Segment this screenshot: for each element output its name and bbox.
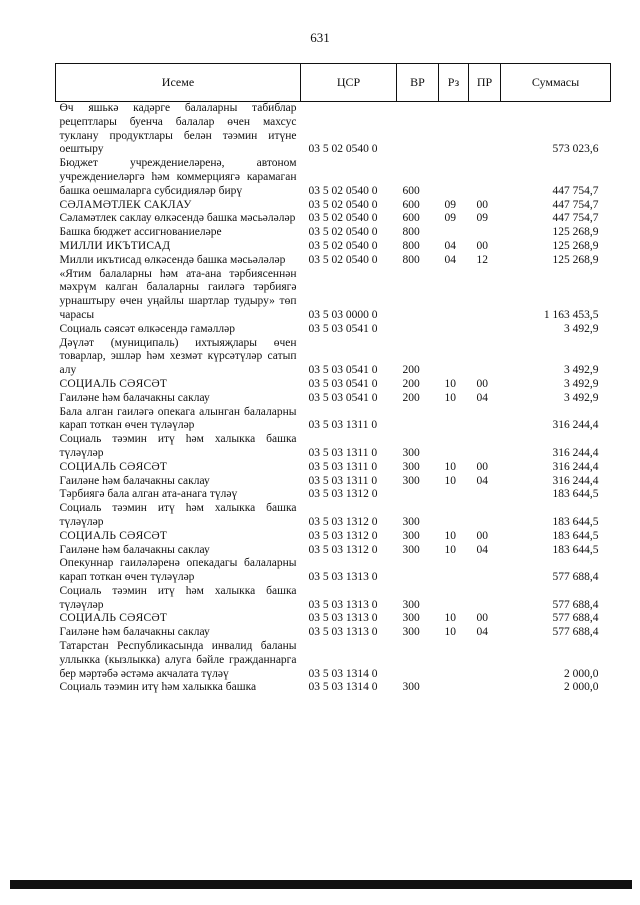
cell-pr bbox=[469, 488, 501, 502]
header-pr: ПР bbox=[469, 64, 501, 102]
cell-name: Социаль тәэмин итү һәм халыкка башка түләүләр bbox=[59, 433, 297, 459]
cell-sum: 316 244,4 bbox=[552, 474, 599, 487]
budget-table bbox=[55, 63, 611, 695]
table-row bbox=[56, 433, 611, 461]
table-row bbox=[56, 502, 611, 530]
cell-rz: 10 bbox=[444, 377, 456, 390]
table-row bbox=[56, 626, 611, 640]
cell-pr bbox=[469, 640, 501, 681]
cell-rz: 10 bbox=[444, 626, 456, 639]
cell-pr bbox=[469, 323, 501, 337]
header-csr: ЦСР bbox=[301, 64, 397, 102]
cell-rz: 10 bbox=[444, 529, 456, 542]
table-row bbox=[56, 585, 611, 613]
table-row bbox=[56, 240, 611, 254]
cell-sum: 316 244,4 bbox=[552, 460, 599, 473]
cell-pr bbox=[469, 337, 501, 378]
cell-csr: 03 5 03 0541 0 bbox=[308, 322, 378, 335]
cell-rz bbox=[439, 488, 469, 502]
cell-name: Гаиләне һәм балачакны саклау bbox=[59, 474, 210, 487]
cell-rz bbox=[439, 337, 469, 378]
cell-rz: 10 bbox=[444, 460, 456, 473]
table-row bbox=[56, 544, 611, 558]
cell-sum: 183 644,5 bbox=[552, 515, 599, 528]
cell-rz bbox=[439, 102, 469, 158]
cell-rz bbox=[439, 681, 469, 695]
table-row bbox=[56, 392, 611, 406]
table-row bbox=[56, 461, 611, 475]
cell-csr: 03 5 03 1313 0 bbox=[308, 571, 378, 584]
table-row bbox=[56, 681, 611, 695]
cell-pr: 04 bbox=[476, 474, 488, 487]
cell-vr bbox=[397, 323, 439, 337]
table-body bbox=[56, 102, 611, 696]
header-vr: ВР bbox=[397, 64, 439, 102]
cell-vr bbox=[397, 557, 439, 585]
table-row bbox=[56, 323, 611, 337]
header-rz: Рз bbox=[439, 64, 469, 102]
page-number: 631 bbox=[310, 30, 330, 45]
table-row bbox=[56, 102, 611, 158]
cell-csr: 03 5 02 0540 0 bbox=[308, 143, 378, 156]
cell-rz bbox=[439, 502, 469, 530]
header-sum: Суммасы bbox=[501, 64, 611, 102]
table-row bbox=[56, 378, 611, 392]
cell-rz: 10 bbox=[444, 391, 456, 404]
cell-pr: 09 bbox=[476, 212, 488, 225]
cell-pr: 00 bbox=[476, 460, 488, 473]
cell-sum: 316 244,4 bbox=[552, 446, 599, 459]
cell-sum: 316 244,4 bbox=[552, 419, 599, 432]
cell-vr: 300 bbox=[402, 598, 420, 611]
cell-pr bbox=[469, 681, 501, 695]
cell-sum: 447 754,7 bbox=[552, 184, 599, 197]
header-name: Исеме bbox=[56, 64, 301, 102]
cell-vr bbox=[397, 488, 439, 502]
cell-sum: 1 163 453,5 bbox=[543, 308, 599, 321]
cell-pr: 04 bbox=[476, 543, 488, 556]
cell-sum: 2 000,0 bbox=[564, 681, 599, 694]
cell-name: Тәрбиягә бала алган ата-анага түләү bbox=[59, 488, 238, 501]
cell-pr: 04 bbox=[476, 626, 488, 639]
cell-csr: 03 5 03 1313 0 bbox=[308, 598, 378, 611]
cell-name: Социаль сәясәт өлкәсендә гамәлләр bbox=[59, 322, 235, 335]
cell-pr: 04 bbox=[476, 391, 488, 404]
cell-csr: 03 5 03 1312 0 bbox=[308, 529, 378, 542]
cell-sum: 577 688,4 bbox=[552, 571, 599, 584]
cell-rz: 04 bbox=[444, 239, 456, 252]
cell-name: «Ятим балаларны һәм ата-ана тәрбиясеннән мәхрүм калган балаларны гаиләгә тәрбиягә урнаштыру өчен уңайлы шартлар тудыру» төп чарасы bbox=[59, 267, 297, 321]
cell-vr: 200 bbox=[402, 364, 420, 377]
cell-name: Гаиләне һәм балачакны саклау bbox=[59, 543, 210, 556]
table-row bbox=[56, 406, 611, 434]
cell-sum: 3 492,9 bbox=[564, 322, 599, 335]
cell-name: Социаль тәэмин итү һәм халыкка башка bbox=[59, 681, 257, 694]
scan-bottom-edge bbox=[10, 880, 632, 889]
cell-pr: 00 bbox=[476, 377, 488, 390]
cell-name: СОЦИАЛЬ СӘЯСӘТ bbox=[59, 612, 168, 625]
cell-csr: 03 5 02 0540 0 bbox=[308, 253, 378, 266]
cell-sum: 447 754,7 bbox=[552, 198, 599, 211]
cell-rz bbox=[439, 433, 469, 461]
cell-pr bbox=[469, 268, 501, 323]
cell-rz: 10 bbox=[444, 612, 456, 625]
cell-vr: 200 bbox=[402, 377, 420, 390]
cell-vr bbox=[397, 268, 439, 323]
cell-csr: 03 5 03 0541 0 bbox=[308, 391, 378, 404]
cell-rz bbox=[439, 585, 469, 613]
cell-rz: 10 bbox=[444, 543, 456, 556]
cell-vr: 800 bbox=[402, 239, 420, 252]
cell-vr bbox=[397, 406, 439, 434]
cell-name: СОЦИАЛЬ СӘЯСӘТ bbox=[59, 529, 168, 542]
cell-pr: 00 bbox=[476, 529, 488, 542]
cell-sum: 3 492,9 bbox=[564, 377, 599, 390]
cell-csr: 03 5 02 0540 0 bbox=[308, 184, 378, 197]
cell-csr: 03 5 03 1312 0 bbox=[308, 515, 378, 528]
table-row bbox=[56, 612, 611, 626]
cell-pr: 00 bbox=[476, 239, 488, 252]
cell-pr bbox=[469, 585, 501, 613]
cell-vr: 300 bbox=[402, 626, 420, 639]
table-row bbox=[56, 254, 611, 268]
cell-sum: 447 754,7 bbox=[552, 212, 599, 225]
cell-csr: 03 5 03 1313 0 bbox=[308, 626, 378, 639]
cell-csr: 03 5 03 1311 0 bbox=[308, 474, 378, 487]
cell-sum: 577 688,4 bbox=[552, 612, 599, 625]
cell-name: СОЦИАЛЬ СӘЯСӘТ bbox=[59, 377, 168, 390]
cell-vr: 300 bbox=[402, 474, 420, 487]
table-row bbox=[56, 640, 611, 681]
table-row bbox=[56, 212, 611, 226]
cell-pr bbox=[469, 226, 501, 240]
table-row bbox=[56, 157, 611, 198]
cell-csr: 03 5 03 1312 0 bbox=[308, 488, 378, 501]
cell-vr: 300 bbox=[402, 612, 420, 625]
cell-sum: 183 644,5 bbox=[552, 488, 599, 501]
cell-vr: 800 bbox=[402, 226, 420, 239]
cell-csr: 03 5 03 0000 0 bbox=[308, 308, 378, 321]
cell-sum: 183 644,5 bbox=[552, 529, 599, 542]
cell-sum: 183 644,5 bbox=[552, 543, 599, 556]
cell-csr: 03 5 02 0540 0 bbox=[308, 226, 378, 239]
cell-vr: 300 bbox=[402, 515, 420, 528]
cell-name: Бала алган гаиләгә опекага алынган балаларны карап тоткан өчен түләүләр bbox=[59, 405, 297, 432]
cell-sum: 3 492,9 bbox=[564, 364, 599, 377]
cell-csr: 03 5 02 0540 0 bbox=[308, 212, 378, 225]
cell-vr: 200 bbox=[402, 391, 420, 404]
cell-vr: 300 bbox=[402, 460, 420, 473]
cell-sum: 2 000,0 bbox=[564, 667, 599, 680]
cell-rz: 10 bbox=[444, 474, 456, 487]
cell-rz bbox=[439, 406, 469, 434]
cell-vr: 600 bbox=[402, 212, 420, 225]
cell-name: Татарстан Республикасында инвалид баланы уллыкка (кызлыкка) алуга бәйле гражданнарга бер мәртәбә әстәмә акчалата түләү bbox=[59, 640, 297, 680]
cell-csr: 03 5 03 1314 0 bbox=[308, 667, 378, 680]
cell-sum: 577 688,4 bbox=[552, 626, 599, 639]
cell-sum: 125 268,9 bbox=[552, 253, 599, 266]
table-row bbox=[56, 268, 611, 323]
cell-csr: 03 5 03 0541 0 bbox=[308, 364, 378, 377]
table-header-row bbox=[56, 64, 611, 102]
cell-rz bbox=[439, 640, 469, 681]
cell-csr: 03 5 03 1311 0 bbox=[308, 460, 378, 473]
table-row bbox=[56, 557, 611, 585]
cell-vr: 300 bbox=[402, 543, 420, 556]
cell-csr: 03 5 03 1311 0 bbox=[308, 419, 378, 432]
cell-vr bbox=[397, 640, 439, 681]
cell-name: Бюджет учреждениеләренә, автоном учреждениеләргә һәм коммерциягә карамаган башка оешмаларга субсидияләр бирү bbox=[59, 157, 297, 197]
cell-pr bbox=[469, 102, 501, 158]
cell-name: Башка бюджет ассигнованиеләре bbox=[59, 226, 222, 239]
cell-sum: 125 268,9 bbox=[552, 239, 599, 252]
cell-rz bbox=[439, 157, 469, 198]
cell-rz bbox=[439, 268, 469, 323]
cell-csr: 03 5 03 1313 0 bbox=[308, 612, 378, 625]
cell-pr: 00 bbox=[476, 612, 488, 625]
cell-name: Социаль тәэмин итү һәм халыкка башка түләүләр bbox=[59, 584, 297, 611]
cell-csr: 03 5 03 1311 0 bbox=[308, 446, 378, 459]
cell-name: Өч яшькә кадәрге балаларны табиблар рецептлары буенча балалар өчен махсус туклану продуктлары белән тәэмин итүне оештыру bbox=[59, 102, 297, 156]
cell-vr: 800 bbox=[402, 253, 420, 266]
cell-rz: 09 bbox=[444, 198, 456, 211]
cell-sum: 573 023,6 bbox=[552, 143, 599, 156]
cell-name: Сәламәтлек саклау өлкәсендә башка мәсьәләләр bbox=[59, 212, 296, 225]
cell-pr bbox=[469, 433, 501, 461]
cell-rz: 04 bbox=[444, 253, 456, 266]
cell-sum: 577 688,4 bbox=[552, 598, 599, 611]
cell-rz bbox=[439, 323, 469, 337]
cell-name: Социаль тәэмин итү һәм халыкка башка түләүләр bbox=[59, 502, 297, 528]
cell-vr: 600 bbox=[402, 184, 420, 197]
table-row bbox=[56, 530, 611, 544]
cell-vr: 300 bbox=[402, 529, 420, 542]
cell-name: МИЛЛИ ИКЪТИСАД bbox=[59, 239, 171, 252]
cell-pr: 12 bbox=[476, 253, 488, 266]
table-row bbox=[56, 226, 611, 240]
cell-csr: 03 5 03 1314 0 bbox=[308, 681, 378, 694]
cell-pr bbox=[469, 157, 501, 198]
cell-vr: 300 bbox=[402, 681, 420, 694]
cell-name: Дәүләт (муниципаль) ихтыяҗлары өчен товарлар, эшләр һәм хезмәт күрсәтүләр сатып алу bbox=[59, 336, 297, 377]
cell-sum: 125 268,9 bbox=[552, 226, 599, 239]
cell-pr bbox=[469, 557, 501, 585]
cell-rz bbox=[439, 557, 469, 585]
cell-name: Опекуннар гаиләләренә опекадагы балаларны карап тоткан өчен түләүләр bbox=[59, 557, 297, 584]
cell-rz: 09 bbox=[444, 212, 456, 225]
cell-pr: 00 bbox=[476, 198, 488, 211]
cell-csr: 03 5 03 0541 0 bbox=[308, 377, 378, 390]
cell-pr bbox=[469, 502, 501, 530]
cell-sum: 3 492,9 bbox=[564, 391, 599, 404]
cell-rz bbox=[439, 226, 469, 240]
cell-csr: 03 5 02 0540 0 bbox=[308, 198, 378, 211]
table-row bbox=[56, 475, 611, 489]
table-row bbox=[56, 488, 611, 502]
cell-name: СӘЛАМӘТЛЕК САКЛАУ bbox=[59, 198, 192, 211]
cell-vr bbox=[397, 102, 439, 158]
cell-vr: 600 bbox=[402, 198, 420, 211]
table-row bbox=[56, 337, 611, 378]
cell-csr: 03 5 02 0540 0 bbox=[308, 239, 378, 252]
table-row bbox=[56, 199, 611, 213]
cell-name: СОЦИАЛЬ СӘЯСӘТ bbox=[59, 460, 168, 473]
cell-name: Гаиләне һәм балачакны саклау bbox=[59, 626, 210, 639]
cell-name: Гаиләне һәм балачакны саклау bbox=[59, 391, 210, 404]
cell-csr: 03 5 03 1312 0 bbox=[308, 543, 378, 556]
cell-vr: 300 bbox=[402, 446, 420, 459]
cell-pr bbox=[469, 406, 501, 434]
cell-name: Милли икътисад өлкәсендә башка мәсьәләләр bbox=[59, 253, 286, 266]
